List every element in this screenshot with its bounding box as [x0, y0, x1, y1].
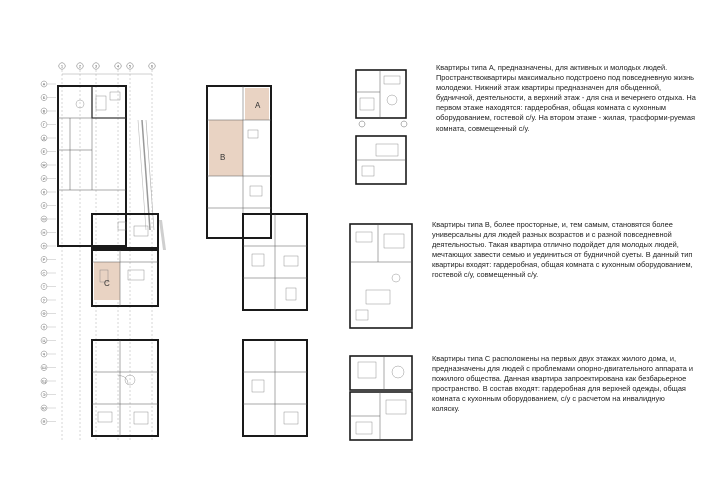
axis-left-label: И [42, 175, 46, 181]
axis-left-label: Е [42, 148, 46, 154]
axis-left-label: Н [42, 229, 46, 235]
axis-top-2: 2 [78, 63, 82, 69]
unit-b-detail [350, 224, 412, 328]
axis-top-6: 6 [150, 63, 154, 69]
axis-left-label: С [42, 270, 46, 276]
middle-floor-plan [207, 86, 307, 436]
axis-left-label: Ю [41, 405, 47, 411]
type-c-text: Квартиры типа С расположены на первых двух этажах жилого дома, и, предназначены для людей с проблемами опорно-двигательного аппарата и пожилого общества. Данная квартира запроектирована как безбарьерное пространство. В состав входят: гардеробная для верхней одежды, общая комната с кухонным оборудованием, с/у с расчетом на инвалидную коляску. [432, 354, 693, 414]
axis-left-label: П [42, 243, 46, 249]
axis-top-5: 5 [128, 63, 132, 69]
unit-b-highlight-plan [209, 120, 243, 176]
axis-left-label: A [42, 81, 46, 87]
axis-left-label: Л [42, 202, 46, 208]
axis-left-label: Д [42, 135, 46, 141]
axis-left-label: Р [42, 256, 46, 262]
top-axis-markers [59, 63, 155, 74]
axis-left-label: Б [42, 94, 46, 100]
axis-left-label: Я [42, 418, 46, 424]
axis-left-label: Э [42, 391, 46, 397]
type-a-text: Квартиры типа А, предназначены, для активных и молодых людей. Пространствоквартиры максимально подстроено под повседневную жизнь молодежи. Нижний этаж квартиры предназначен для обыденной, будничной, деятельности, а верхний этаж - для сна и вечернего отдыха. На первом этаже находятся: гардеробная, общая комната с кухонным оборудованием, гостевой с/у. На втором этаже - жилая, трасформи-руемая комната, совмещенный с/у. [436, 63, 696, 133]
axis-left-label: У [42, 297, 46, 303]
axis-left-label: Х [42, 324, 46, 330]
left-floor-plan [41, 63, 166, 440]
unit-a-label-plan: A [255, 101, 261, 110]
axis-top-4: 4 [116, 63, 120, 69]
axis-left-label: Щ [42, 378, 46, 384]
axis-left-label: Ц [42, 337, 46, 343]
type-b-description [432, 220, 694, 281]
unit-a-detail [356, 70, 407, 184]
axis-left-label: К [42, 189, 46, 195]
unit-c-detail [350, 356, 412, 440]
unit-b-label-plan: B [220, 153, 226, 162]
axis-left-label: М [42, 216, 46, 222]
axis-left-label: Ф [42, 310, 46, 316]
type-a-description [436, 63, 698, 134]
axis-left-label: Ш [42, 364, 46, 370]
axis-left-label: Т [42, 283, 46, 289]
axis-left-label: Ч [42, 351, 46, 357]
type-c-description [432, 354, 694, 415]
axis-left-label: Ж [42, 162, 46, 168]
type-b-text: Квартиры типа В, более просторные, и, тем самым, становятся более универсальны для людей разных возрастов и с разной повседневной деятельностью. Такая квартира отлично подойдет для молодых людей, мечтающих завести семью и уединиться от будничной суеты. В данный тип квартиры входят: гардеробная, общая комната с кухонным оборудованием, гостевой с/у, совмещенный с/у. [432, 220, 693, 280]
unit-c-label-left: C [104, 279, 110, 288]
axis-top-1: 1 [60, 63, 64, 69]
axis-left-label: В [42, 108, 46, 114]
axis-top-3: 3 [94, 63, 98, 69]
axis-left-label: Г [42, 121, 46, 127]
left-axis-markers [41, 81, 56, 425]
